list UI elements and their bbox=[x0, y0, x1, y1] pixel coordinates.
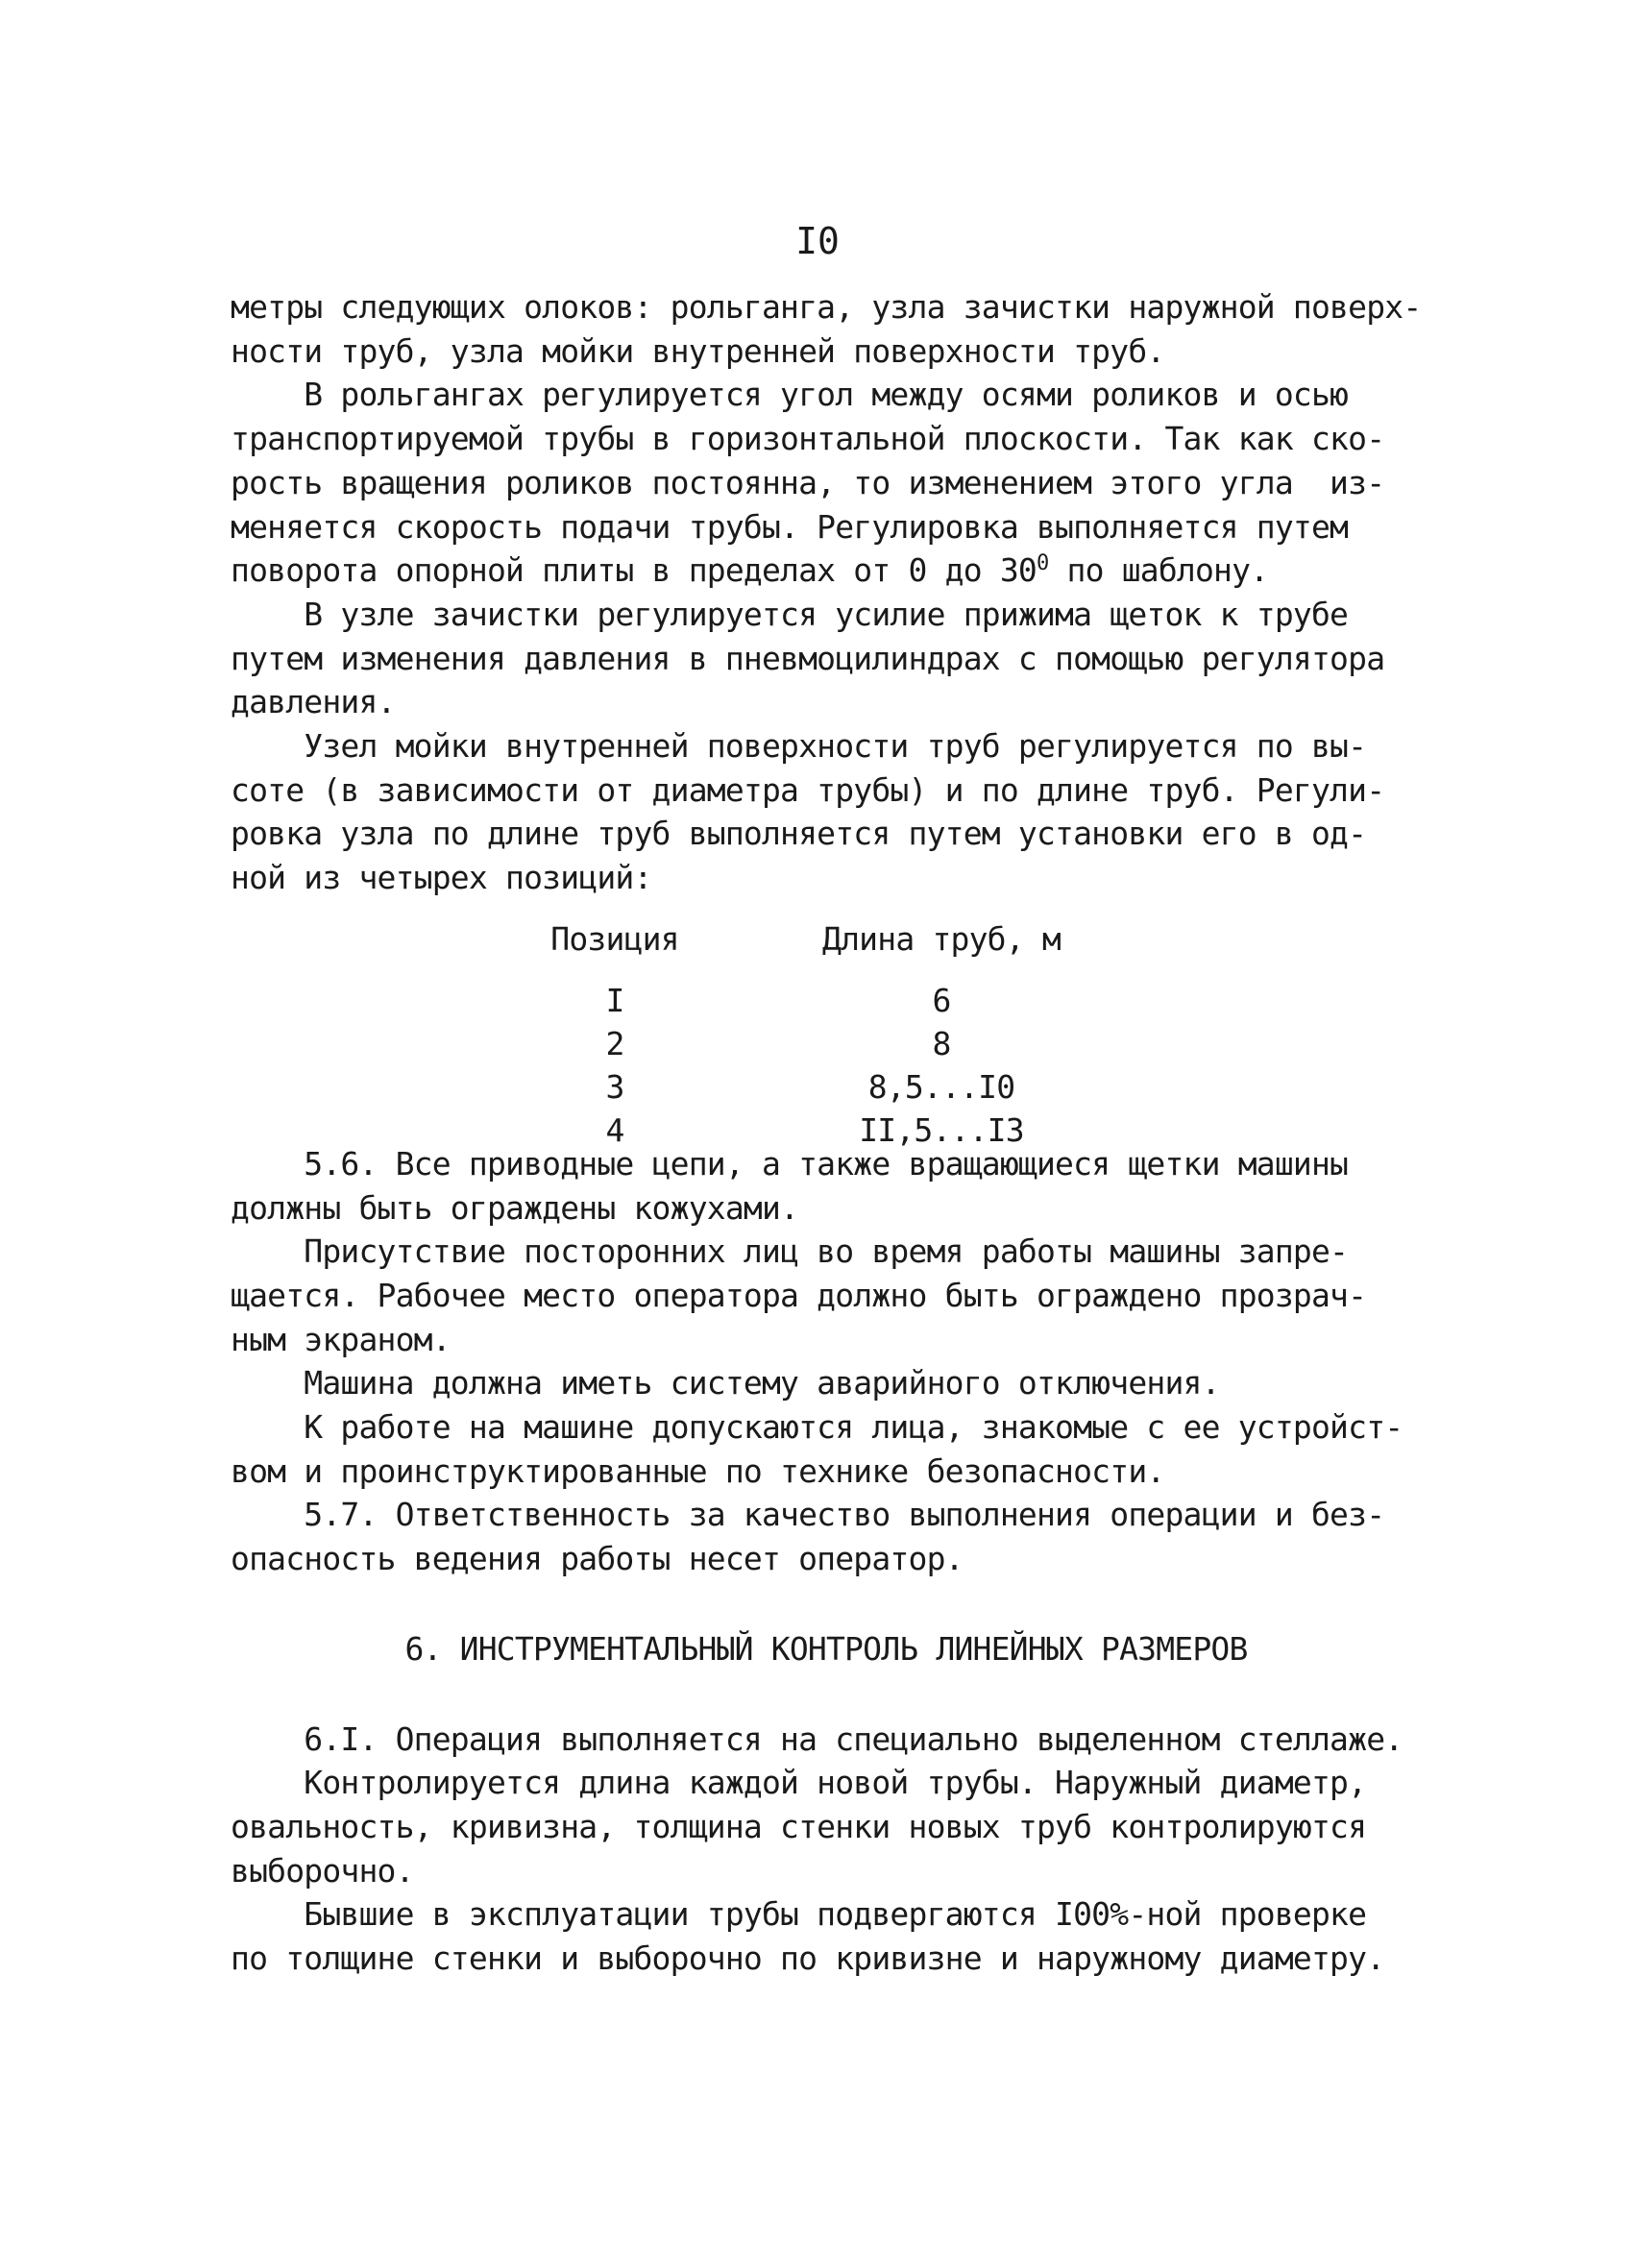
position-length-table bbox=[231, 917, 1422, 1149]
table-cell-length: 8 bbox=[932, 1024, 951, 1062]
text-line: по толщине стенки и выборочно по кривизне и наружному диаметру. bbox=[231, 1939, 1385, 1978]
degree-line-after: по шаблону. bbox=[1048, 551, 1269, 590]
text-line: овальность, кривизна, толщина стенки новых труб контролируются bbox=[231, 1807, 1367, 1845]
body-text bbox=[231, 285, 1422, 1981]
table-cell-position: 3 bbox=[605, 1067, 624, 1106]
text-line: ности труб, узла мойки внутренней поверхности труб. bbox=[231, 331, 1165, 370]
text-line: Узел мойки внутренней поверхности труб регулируется по вы- bbox=[231, 727, 1367, 766]
degree-superscript: 0 bbox=[1036, 551, 1049, 576]
text-line: В узле зачистки регулируется усилие прижима щеток к трубе bbox=[231, 595, 1349, 633]
page-number: I0 bbox=[795, 220, 840, 262]
text-line: 5.6. Все приводные цепи, а также вращающиеся щетки машины bbox=[231, 1144, 1349, 1183]
text-line: опасность ведения работы несет оператор. bbox=[231, 1540, 964, 1578]
table-cell-length: 8,5...I0 bbox=[867, 1067, 1015, 1106]
text-line: меняется скорость подачи трубы. Регулировка выполняется путем bbox=[231, 507, 1349, 546]
table-header-position: Позиция bbox=[550, 919, 679, 958]
text-line: Присутствие посторонних лиц во время работы машины запре- bbox=[231, 1232, 1349, 1271]
text-line: давления. bbox=[231, 683, 396, 721]
text-line: В рольгангах регулируется угол между осями роликов и осью bbox=[231, 376, 1349, 414]
text-line: Машина должна иметь систему аварийного отключения. bbox=[231, 1364, 1220, 1402]
table-header-length: Длина труб, м bbox=[822, 919, 1061, 958]
text-line: 6.I. Операция выполняется на специально выделенном стеллаже. bbox=[231, 1719, 1403, 1758]
text-line: транспортируемой трубы в горизонтальной плоскости. Так как ско- bbox=[231, 420, 1385, 458]
table-cell-length: 6 bbox=[932, 981, 951, 1019]
text-line: путем изменения давления в пневмоцилиндрах с помощью регулятора bbox=[231, 639, 1385, 677]
table-cell-position: I bbox=[605, 981, 624, 1019]
text-line-degree bbox=[231, 549, 1422, 593]
text-line: рость вращения роликов постоянна, то изменением этого угла из- bbox=[231, 463, 1385, 501]
text-line: метры следующих олоков: рольганга, узла зачистки наружной поверх- bbox=[231, 288, 1422, 326]
text-line: выборочно. bbox=[231, 1851, 414, 1890]
text-line: щается. Рабочее место оператора должно быть ограждено прозрач- bbox=[231, 1276, 1367, 1314]
table-cell-position: 2 bbox=[605, 1024, 624, 1062]
text-line: ровка узла по длине труб выполняется путем установки его в од- bbox=[231, 815, 1367, 853]
degree-line-before: поворота опорной плиты в пределах от 0 до 30 bbox=[231, 551, 1037, 590]
section-heading: 6. ИНСТРУМЕНТАЛЬНЫЙ КОНТРОЛЬ ЛИНЕЙНЫХ РАЗМЕРОВ bbox=[404, 1629, 1248, 1668]
table-cell-length: II,5...I3 bbox=[859, 1110, 1024, 1149]
text-line: соте (в зависимости от диаметра трубы) и по длине труб. Регули- bbox=[231, 770, 1385, 809]
text-line: 5.7. Ответственность за качество выполнения операции и без- bbox=[231, 1496, 1385, 1534]
text-line: должны быть ограждены кожухами. bbox=[231, 1188, 799, 1227]
text-line: К работе на машине допускаются лица, знакомые с ее устройст- bbox=[231, 1408, 1403, 1447]
text-line: Бывшие в эксплуатации трубы подвергаются I00%-ной проверке bbox=[231, 1895, 1367, 1934]
table-cell-position: 4 bbox=[605, 1110, 624, 1149]
text-line: Контролируется длина каждой новой трубы. Наружный диаметр, bbox=[231, 1764, 1367, 1802]
text-line: ным экраном. bbox=[231, 1320, 451, 1358]
text-line: вом и проинструктированные по технике безопасности. bbox=[231, 1451, 1165, 1490]
text-line: ной из четырех позиций: bbox=[231, 859, 652, 897]
